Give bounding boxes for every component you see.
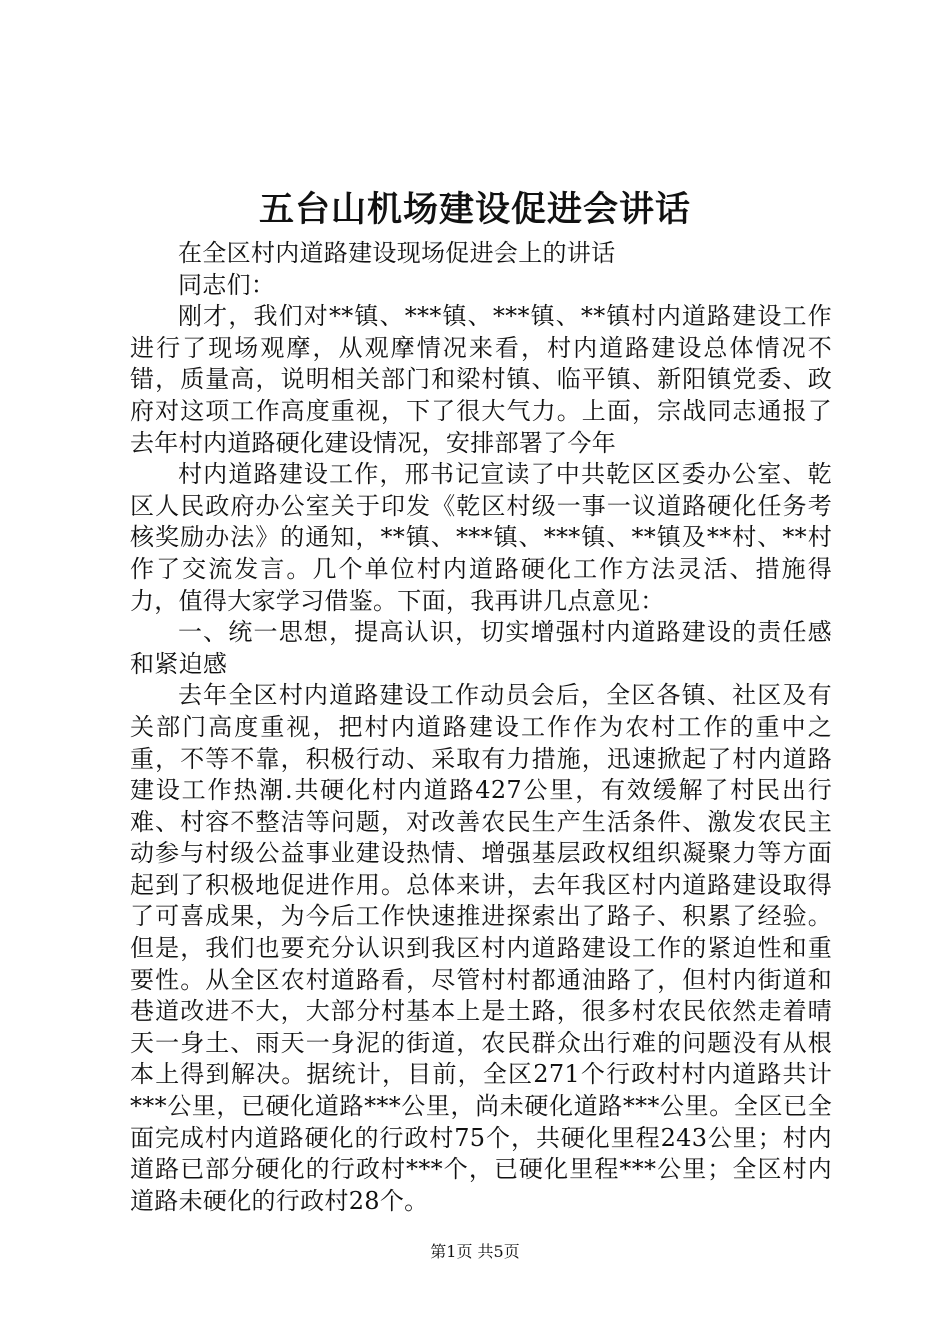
document-body: [130, 238, 832, 1217]
document-title: 五台山机场建设促进会讲话: [258, 189, 691, 230]
page-number-footer: 第1页 共5页: [430, 1242, 520, 1261]
body-paragraph: 刚才，我们对**镇、***镇、***镇、**镇村内道路建设工作进行了现场观摩，从观摩情况来看，村内道路建设总体情况不错，质量高，说明相关部门和梁村镇、临平镇、新阳镇党委、政府对这项工作高度重视，下了很大气力。上面，宗战同志通报了去年村内道路硬化建设情况，安排部署了今年: [130, 302, 832, 457]
body-paragraph: 去年全区村内道路建设工作动员会后，全区各镇、社区及有关部门高度重视，把村内道路建设工作作为农村工作的重中之重，不等不靠，积极行动、采取有力措施，迅速掀起了村内道路建设工作热潮.共硬化村内道路427公里，有效缓解了村民出行难、村容不整洁等问题，对改善农民生产生活条件、激发农民主动参与村级公益事业建设热情、增强基层政权组织凝聚力等方面起到了积极地促进作用。总体来讲，去年我区村内道路建设取得了可喜成果，为今后工作快速推进探索出了路子、积累了经验。但是，我们也要充分认识到我区村内道路建设工作的紧迫性和重要性。从全区农村道路看，尽管村村都通油路了，但村内街道和巷道改进不大，大部分村基本上是土路，很多村农民依然走着晴天一身土、雨天一身泥的街道，农民群众出行难的问题没有从根本上得到解决。据统计，目前，全区271个行政村村内道路共计***公里，已硬化道路***公里，尚未硬化道路***公里。全区已全面完成村内道路硬化的行政村75个，共硬化里程243公里；村内道路已部分硬化的行政村***个，已硬化里程***公里；全区村内道路未硬化的行政村28个。: [130, 681, 832, 1215]
salutation-paragraph: 同志们：: [178, 270, 276, 299]
speech-heading-paragraph: 在全区村内道路建设现场促进会上的讲话: [178, 239, 616, 267]
body-paragraph: 村内道路建设工作，邢书记宣读了中共乾区区委办公室、乾区人民政府办公室关于印发《乾区村级一事一议道路硬化任务考核奖励办法》的通知，**镇、***镇、***镇、**镇及**村、**村作了交流发言。几个单位村内道路硬化工作方法灵活、措施得力，值得大家学习借鉴。下面，我再讲几点意见：: [130, 460, 832, 615]
section-heading: 一、统一思想，提高认识，切实增强村内道路建设的责任感和紧迫感: [130, 618, 832, 678]
